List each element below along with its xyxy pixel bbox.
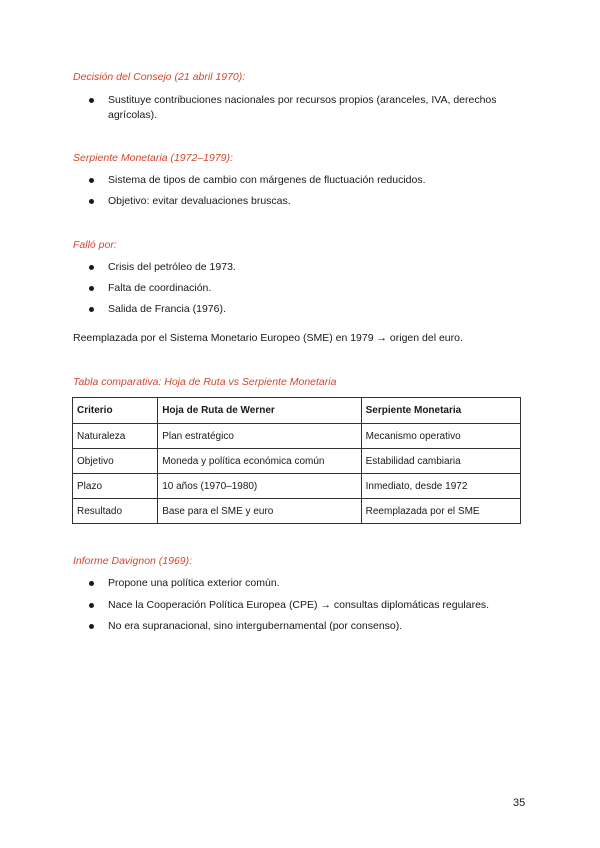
bullet-dot-icon: [89, 286, 94, 291]
table-cell: Resultado: [73, 499, 158, 524]
list-item: Sistema de tipos de cambio con márgenes de fluctuación reducidos.: [89, 173, 529, 188]
bullet-dot-icon: [89, 603, 94, 608]
list-item: Falta de coordinación.: [89, 281, 529, 296]
table-row: [73, 424, 521, 449]
list-item: Objetivo: evitar devaluaciones bruscas.: [89, 194, 529, 209]
heading-tabla-comparativa: Tabla comparativa: Hoja de Ruta vs Serpiente Monetaria: [73, 376, 337, 388]
heading-decision-consejo: Decisión del Consejo (21 abril 1970):: [73, 71, 246, 83]
heading-serpiente-monetaria: Serpiente Monetaria (1972–1979):: [73, 152, 233, 164]
bullet-dot-icon: [89, 265, 94, 270]
table-header-row: [73, 398, 521, 424]
bullet-dot-icon: [89, 624, 94, 629]
list-item: Propone una política exterior común.: [89, 576, 529, 591]
list-item: Nace la Cooperación Política Europea (CPE) → consultas diplomáticas regulares.: [89, 598, 529, 613]
table-cell: Mecanismo operativo: [361, 424, 520, 449]
table-row: [73, 449, 521, 474]
list-item: Sustituye contribuciones nacionales por recursos propios (aranceles, IVA, derechos agrícolas).: [89, 93, 529, 123]
table-cell: Naturaleza: [73, 424, 158, 449]
column-header: Serpiente Monetaria: [361, 398, 520, 424]
table-cell: Objetivo: [73, 449, 158, 474]
list-item: Crisis del petróleo de 1973.: [89, 260, 529, 275]
table-cell: Plazo: [73, 474, 158, 499]
table-cell: Plan estratégico: [158, 424, 361, 449]
table-row: [73, 474, 521, 499]
table-cell: Inmediato, desde 1972: [361, 474, 520, 499]
column-header: Criterio: [73, 398, 158, 424]
table-row: [73, 499, 521, 524]
column-header: Hoja de Ruta de Werner: [158, 398, 361, 424]
bullet-dot-icon: [89, 307, 94, 312]
bullet-dot-icon: [89, 199, 94, 204]
table-cell: 10 años (1970–1980): [158, 474, 361, 499]
comparison-table: [72, 397, 521, 524]
table-cell: Reemplazada por el SME: [361, 499, 520, 524]
table-cell: Moneda y política económica común: [158, 449, 361, 474]
heading-informe-davignon: Informe Davignon (1969):: [73, 555, 193, 567]
table-cell: Base para el SME y euro: [158, 499, 361, 524]
heading-fallo-por: Falló por:: [73, 239, 117, 251]
bullet-dot-icon: [89, 581, 94, 586]
bullet-dot-icon: [89, 98, 94, 103]
bullet-dot-icon: [89, 178, 94, 183]
list-item: No era supranacional, sino intergubernamental (por consenso).: [89, 619, 529, 634]
page-number: 35: [513, 797, 526, 809]
paragraph-reemplazo: Reemplazada por el Sistema Monetario Europeo (SME) en 1979 → origen del euro.: [73, 332, 463, 344]
list-item: Salida de Francia (1976).: [89, 302, 529, 317]
table-cell: Estabilidad cambiaria: [361, 449, 520, 474]
